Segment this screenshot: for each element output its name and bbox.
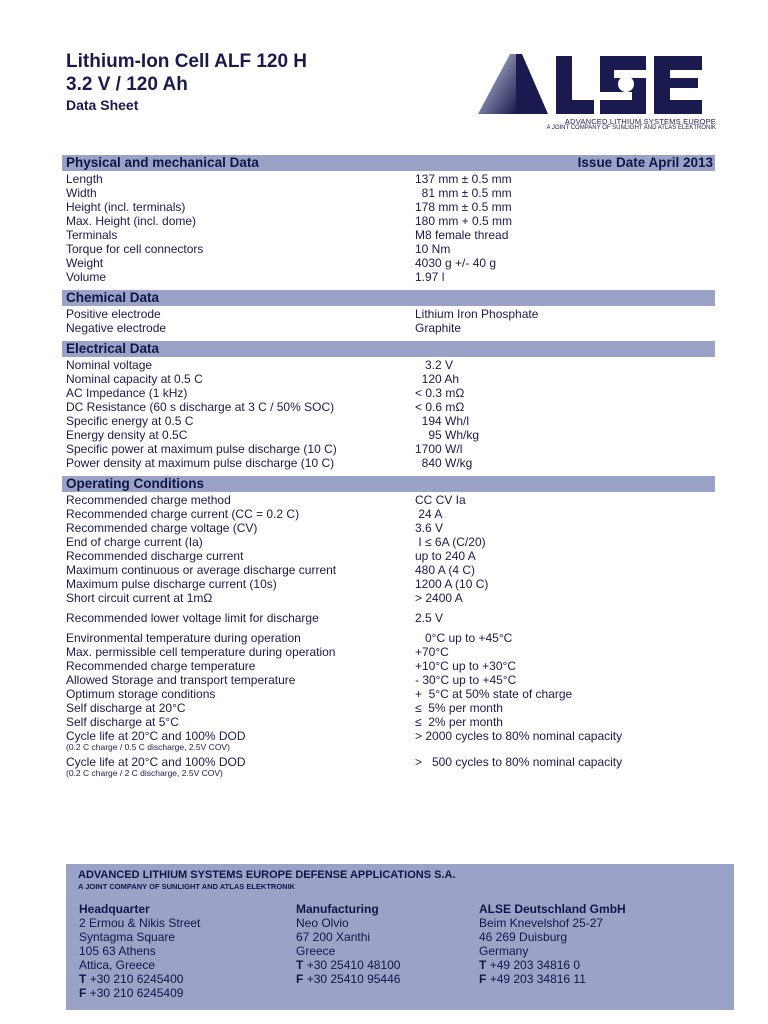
spec-row: Specific power at maximum pulse discharge (10 C) 1700 W/l xyxy=(66,442,463,456)
company-footer xyxy=(66,864,734,1010)
spec-row: Negative electrode Graphite xyxy=(66,321,462,335)
section-operating-title: Operating Conditions xyxy=(66,476,204,491)
footer-headquarter xyxy=(79,902,200,1000)
spec-row: Optimum storage conditions + 5°C at 50% state of charge xyxy=(66,687,573,701)
mfg-address-line: Greece xyxy=(296,944,336,958)
spec-row: Width 81 mm ± 0.5 mm xyxy=(66,186,512,200)
section-electrical-title: Electrical Data xyxy=(66,341,160,356)
mfg-phone: T +30 25410 48100 xyxy=(296,958,401,972)
section-electrical-header xyxy=(62,341,715,357)
section-chemical-title: Chemical Data xyxy=(66,290,160,305)
spec-row: End of charge current (Ia) I ≤ 6A (C/20) xyxy=(66,535,486,549)
spec-row: Weight 4030 g +/- 40 g xyxy=(66,256,497,270)
de-fax: F +49 203 34816 11 xyxy=(479,972,586,986)
hq-address-line: Syntagma Square xyxy=(79,930,176,944)
de-address-line: Germany xyxy=(479,944,529,958)
spec-row: Environmental temperature during operation 0°C up to +45°C xyxy=(66,631,513,645)
spec-row: Recommended lower voltage limit for discharge 2.5 V xyxy=(66,611,444,625)
logo-tagline-1: ADVANCED LITHIUM SYSTEMS EUROPE xyxy=(564,117,716,126)
section-physical-title: Physical and mechanical Data xyxy=(66,155,259,170)
issue-date: Issue Date April 2013 xyxy=(577,155,713,170)
spec-row: Self discharge at 20°C ≤ 5% per month xyxy=(66,701,503,715)
mfg-address-line: 67 200 Xanthi xyxy=(296,930,371,944)
spec-row: Terminals M8 female thread xyxy=(66,228,509,242)
spec-row: Maximum continuous or average discharge current 480 A (4 C) xyxy=(66,563,476,577)
spec-row: Height (incl. terminals) 178 mm ± 0.5 mm xyxy=(66,200,512,214)
alse-logo-mark xyxy=(476,50,716,116)
hq-address-line: 2 Ermou & Nikis Street xyxy=(79,916,201,930)
spec-row: AC Impedance (1 kHz) < 0.3 mΩ xyxy=(66,386,465,400)
spec-row: Max. Height (incl. dome) 180 mm + 0.5 mm xyxy=(66,214,513,228)
physical-rows xyxy=(62,171,715,290)
chemical-rows xyxy=(62,306,715,341)
spec-row: DC Resistance (60 s discharge at 3 C / 50% SOC) < 0.6 mΩ xyxy=(66,400,465,414)
hq-address-line: 105 63 Athens xyxy=(79,944,156,958)
spec-row: Short circuit current at 1mΩ > 2400 A xyxy=(66,591,463,605)
section-physical-header xyxy=(62,155,715,171)
footer-company-name: ADVANCED LITHIUM SYSTEMS EUROPE DEFENSE APPLICATIONS S.A. xyxy=(78,869,456,881)
de-address-line: Beim Knevelshof 25-27 xyxy=(479,916,604,930)
footer-manufacturing xyxy=(296,902,400,986)
hq-heading: Headquarter xyxy=(79,902,150,916)
cycle-life-row-1 xyxy=(66,729,715,752)
spec-row: Maximum pulse discharge current (10s) 1200 A (10 C) xyxy=(66,577,489,591)
spec-row: Specific energy at 0.5 C 194 Wh/l xyxy=(66,414,470,428)
spec-row: Recommended charge current (CC = 0.2 C) 24 A xyxy=(66,507,443,521)
cycle-life-value: > 500 cycles to 80% nominal capacity xyxy=(415,755,623,769)
section-chemical-header xyxy=(62,290,715,306)
spec-row: Torque for cell connectors 10 Nm xyxy=(66,242,451,256)
spec-row: Recommended charge method CC CV Ia xyxy=(66,493,466,507)
section-operating-header xyxy=(62,476,715,492)
spec-row: Nominal capacity at 0.5 C 120 Ah xyxy=(66,372,460,386)
hq-address-line: Attica, Greece xyxy=(79,958,156,972)
spec-row: Max. permissible cell temperature during operation +70°C xyxy=(66,645,449,659)
datasheet-body xyxy=(62,155,715,784)
electrical-rows xyxy=(62,357,715,476)
cycle-life-label: Cycle life at 20°C and 100% DOD xyxy=(66,729,246,743)
spec-row: Energy density at 0.5C 95 Wh/kg xyxy=(66,428,480,442)
alse-logo xyxy=(476,50,716,140)
spec-row: Self discharge at 5°C ≤ 2% per month xyxy=(66,715,503,729)
footer-tagline: A JOINT COMPANY OF SUNLIGHT AND ATLAS ELEKTRONIK xyxy=(78,882,296,891)
operating-rows xyxy=(62,492,715,784)
spec-row: Length 137 mm ± 0.5 mm xyxy=(66,172,512,186)
mfg-fax: F +30 25410 95446 xyxy=(296,972,401,986)
de-address-line: 46 269 Duisburg xyxy=(479,930,568,944)
document-header xyxy=(66,50,307,114)
spec-row: Allowed Storage and transport temperature - 30°C up to +45°C xyxy=(66,673,517,687)
spec-row: Recommended discharge current up to 240 A xyxy=(66,549,476,563)
title-line-1: Lithium-Ion Cell ALF 120 H xyxy=(66,51,308,72)
title-line-2: 3.2 V / 120 Ah xyxy=(66,74,188,95)
hq-fax: F +30 210 6245409 xyxy=(79,986,184,1000)
footer-deutschland xyxy=(479,902,626,986)
spec-row: Power density at maximum pulse discharge (10 C) 840 W/kg xyxy=(66,456,473,470)
cycle-life-note: (0.2 C charge / 0.5 C discharge, 2.5V COV) xyxy=(66,742,230,752)
de-heading: ALSE Deutschland GmbH xyxy=(479,902,626,916)
mfg-address-line: Neo Olvio xyxy=(296,916,349,930)
cycle-life-row-2 xyxy=(66,755,715,778)
spec-row: Positive electrode Lithium Iron Phosphate xyxy=(66,307,539,321)
de-phone: T +49 203 34816 0 xyxy=(479,958,581,972)
hq-phone: T +30 210 6245400 xyxy=(79,972,184,986)
document-subtitle: Data Sheet xyxy=(66,97,139,113)
cycle-life-note: (0.2 C charge / 2 C discharge, 2.5V COV) xyxy=(66,768,223,778)
cycle-life-label: Cycle life at 20°C and 100% DOD xyxy=(66,755,246,769)
cycle-life-value: > 2000 cycles to 80% nominal capacity xyxy=(415,729,623,743)
mfg-heading: Manufacturing xyxy=(296,902,379,916)
logo-tagline-2: A JOINT COMPANY OF SUNLIGHT AND ATLAS ELEKTRONIK xyxy=(546,125,716,131)
spec-row: Recommended charge temperature +10°C up to +30°C xyxy=(66,659,516,673)
spec-row: Nominal voltage 3.2 V xyxy=(66,358,454,372)
spec-row: Volume 1.97 l xyxy=(66,270,445,284)
spec-row: Recommended charge voltage (CV) 3.6 V xyxy=(66,521,444,535)
